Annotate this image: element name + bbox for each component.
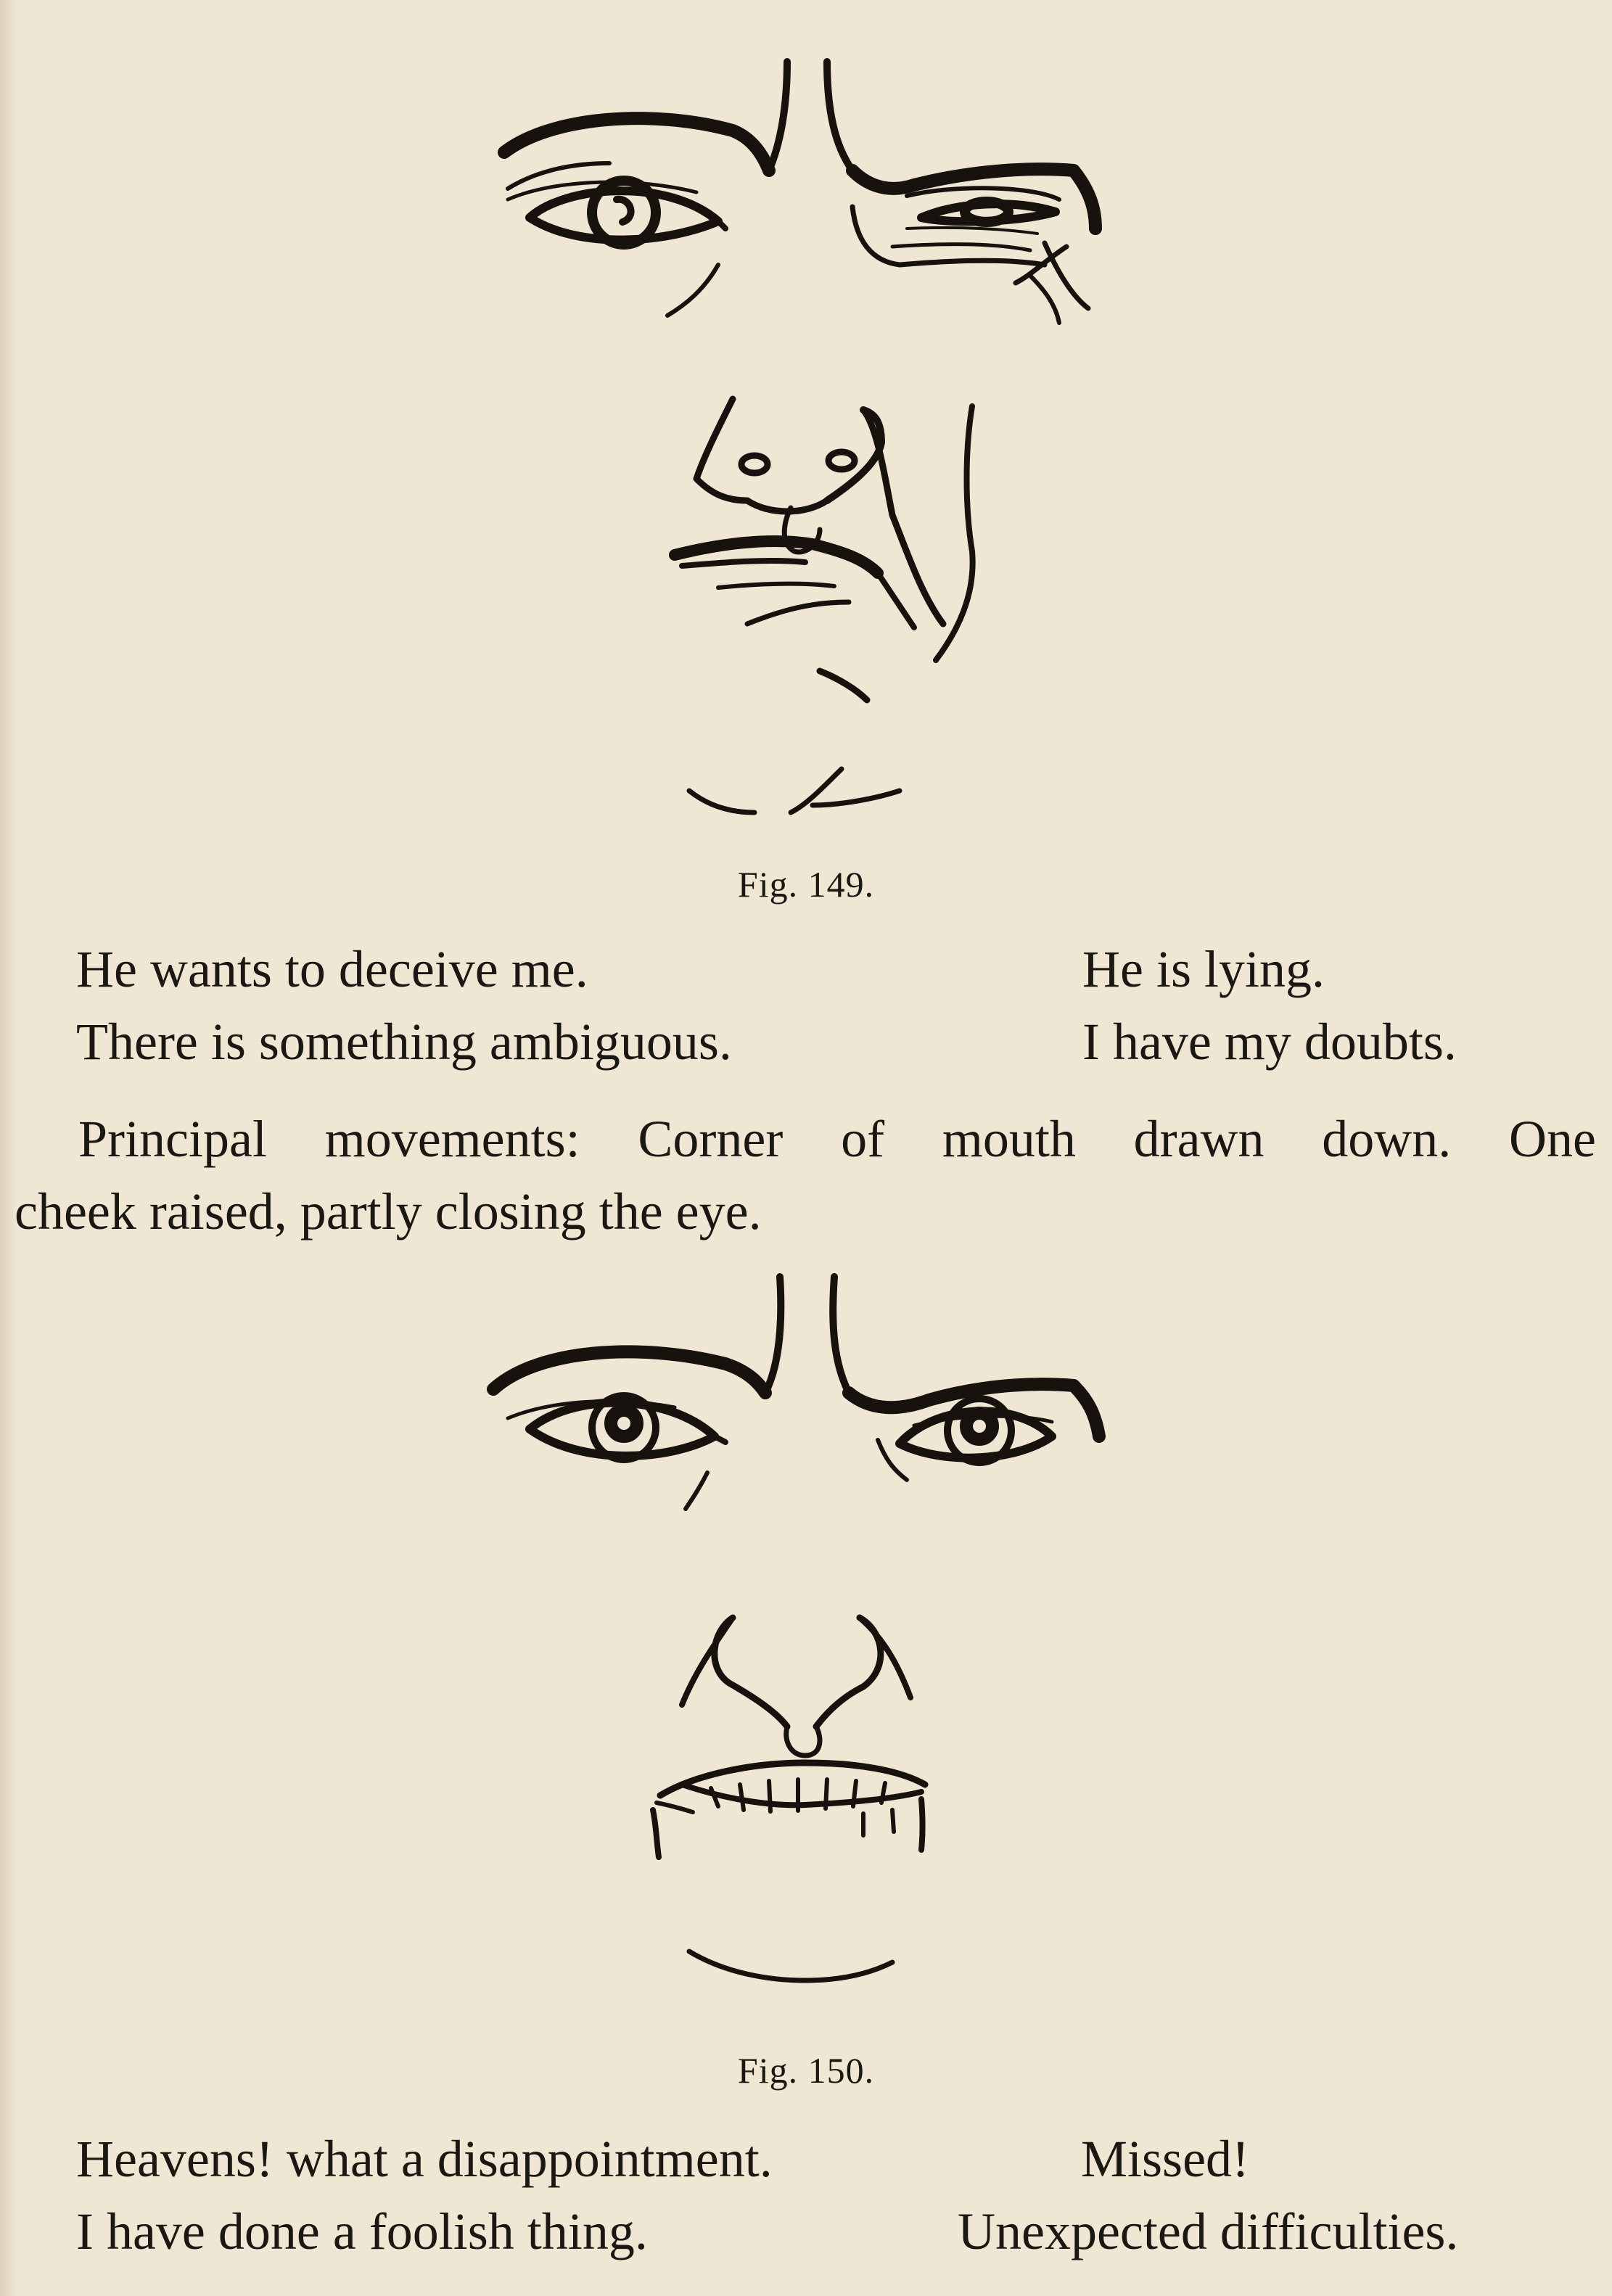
principal-movements-line-2: cheek raised, partly closing the eye. <box>15 1182 762 1240</box>
figure-150-caption: Fig. 150. <box>737 2050 875 2091</box>
figure-150-left-line-1: Heavens! what a disappointment. <box>76 2130 773 2188</box>
principal-movements-line-1: Principal movements: Corner of mouth drawn down. One <box>78 1110 1596 1168</box>
figure-149-drawing <box>0 44 1612 856</box>
principal-movements-paragraph <box>15 1103 1596 1248</box>
figure-149-right-line-2: I have my doubts. <box>1082 1013 1457 1071</box>
figure-150-right-line-2: Unexpected difficulties. <box>958 2202 1459 2260</box>
figure-150-drawing <box>0 1262 1612 2046</box>
figure-150-right-line-1: Missed! <box>1081 2130 1249 2188</box>
figure-149-caption: Fig. 149. <box>737 864 875 905</box>
figure-149-right-line-1: He is lying. <box>1082 940 1325 998</box>
figure-149-left-line-1: He wants to deceive me. <box>76 940 588 998</box>
figure-150-left-line-2: I have done a foolish thing. <box>76 2202 648 2260</box>
figure-149-left-line-2: There is something ambiguous. <box>76 1013 732 1071</box>
